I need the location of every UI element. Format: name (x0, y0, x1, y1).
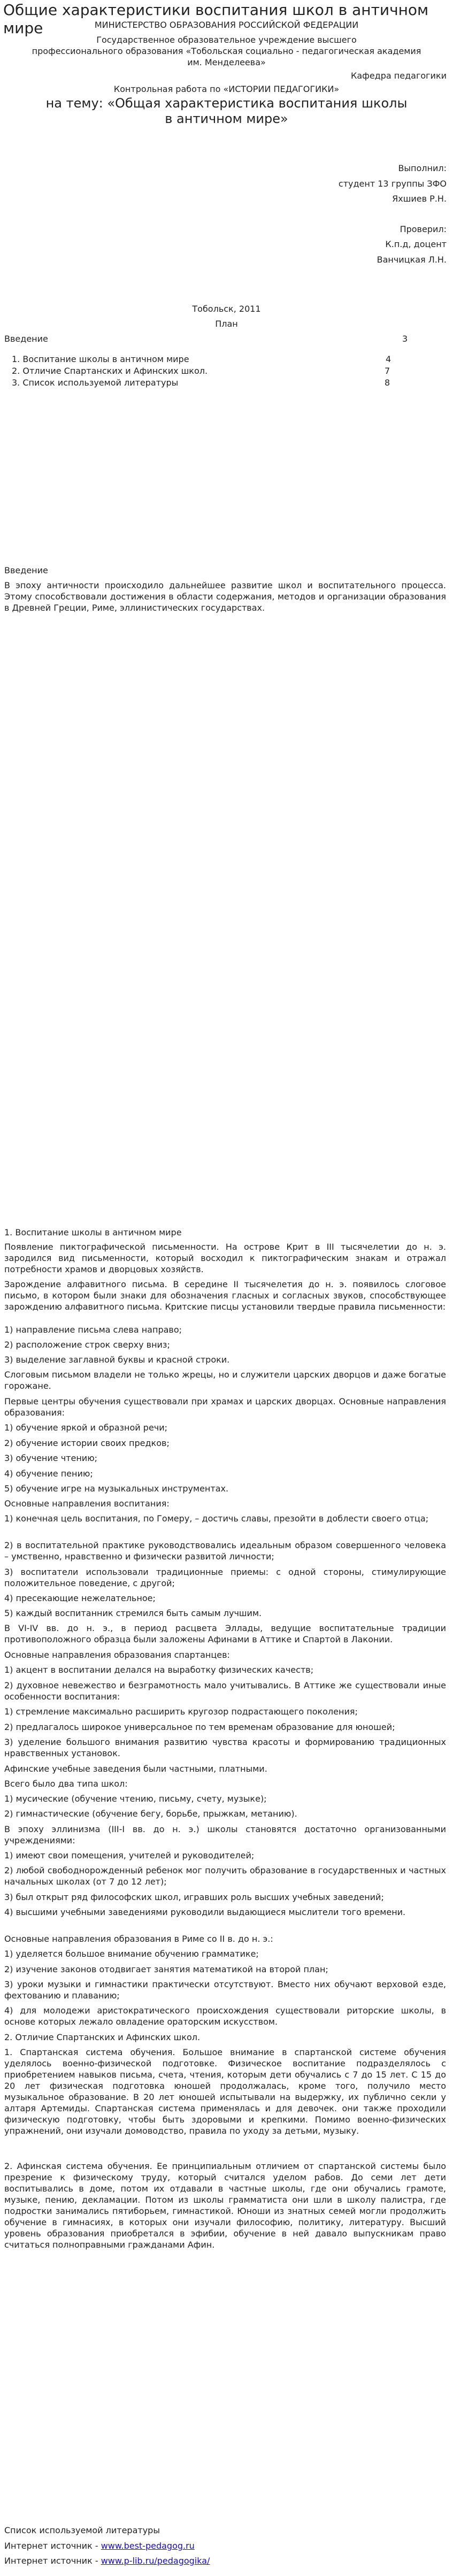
topic-line-2: в античном мире» (165, 111, 288, 126)
direction-2: 2) обучение истории своих предков; (4, 1438, 170, 1448)
hellenism-3: 3) был открыт ряд философских школ, игравших роль высших учебных заведений; (4, 1892, 384, 1902)
rule-2: 2) расположение строк сверху вниз; (4, 1340, 170, 1350)
direction-5: 5) обучение игре на музыкальных инструментах. (4, 1483, 229, 1494)
hellenism-1: 1) имеют свои помещения, учителей и руководителей; (4, 1850, 255, 1860)
checker-name: Ванчицкая Л.Н. (377, 255, 447, 265)
department-line: Кафедра педагогики (350, 71, 447, 81)
rome-1: 1) уделяется большое внимание обучению грамматике; (4, 1949, 259, 1959)
section2-p1: 1. Спартанская система обучения. Большое внимание в спартанской системе обучения уделялось военно-физической подготовке. Физическое воспитание подразделялось с приобретением навыков письма, счета, чтения, которым дети обучались с 7 до 15 лет. С 15 до 20 лет физическая подготовка юношей продолжалась, кроме того, получило место музыкальное образование. В 20 лет юношей испытывали на выдержку, их публично секли у алтаря Артемиды. Спартанская система применялась и для девочек. они также проходили физическую подготовку, чтобы быть здоровыми и крепкими. Помимо военно-физических упражнений, они изучали домоводство, правила по уходу за детьми, музыку. (4, 2047, 446, 2136)
section1-p3: Слоговым письмом владели не только жрецы, но и служители царских дворцов и даже богатые горожане. (4, 1370, 446, 1391)
hellenism-2: 2) любой свободнорожденный ребенок мог получить образование в государственных и частных начальных школах (от 7 до 12 лет); (4, 1865, 446, 1887)
section1-p10: В эпоху эллинизма (III-I вв. до н. э.) школы становятся достаточно организованными учреждениями: (4, 1824, 446, 1846)
literature-item-1-prefix: Интернет источник - (4, 2541, 101, 2551)
student-name: Яхшиев Р.Н. (392, 194, 447, 204)
sparta-1: 1) акцент в воспитании делался на выработку физических качеств; (4, 1665, 314, 1675)
intro-heading: Введение (4, 565, 48, 575)
section1-p8: Афинские учебные заведения были частными, платными. (4, 1764, 267, 1774)
literature-item-2-prefix: Интернет источник - (4, 2556, 101, 2566)
upbringing-2: 2) в воспитательной практике руководствовались идеальным образом совершенного человека – умственно, нравственно и физически развитой личности; (4, 1540, 446, 1562)
institution-line-1: Государственное образовательное учреждение высшего (96, 35, 357, 45)
section1-p6: В VI-IV вв. до н. э., в период расцвета Эллады, ведущие воспитательные традиции противоположного образца были заложены Афинами в Аттике и Спартой в Лаконии. (4, 1623, 446, 1644)
direction-4: 4) обучение пению; (4, 1468, 93, 1479)
rome-3: 3) уроки музыки и гимнастики практически отсутствуют. Вместо них обучают верховой езде, фехтованию и плаванию; (4, 1979, 446, 2001)
section2-p2: 2. Афинская система обучения. Ее принципиальным отличием от спартанской системы было презрение к физическому труду, который считался уделом рабов. До семи лет дети воспитывались в доме, потом их отдавали в частные школы, где они обучались грамоте, музыке, пению, декламации. Потом из школы грамматиста они шли в школу палистра, где подростки занимались пятиборьем, гимнастикой. Юноши из знатных семей могли продолжить обучение в гимнасиях, в которых они изучали философию, политику, литературу. Высший уровень образования приобретался в эфибии, обучение в ней давало выпускникам право считаться полноправными гражданами Афин. (4, 2161, 446, 2250)
section2-heading: 2. Отличие Спартанских и Афинских школ. (4, 2032, 201, 2042)
upbringing-3: 3) воспитатели использовали традиционные приемы: с одной стороны, стимулирующие положительное поведение, с другой; (4, 1567, 446, 1588)
student-group: студент 13 группы ЗФО (338, 179, 447, 189)
institution-line-2: профессионального образования «Тобольская социально - педагогическая академия (32, 46, 421, 56)
section1-p2: Зарождение алфавитного письма. В середине II тысячелетия до н. э. появилось слоговое письмо, в котором были знаки для обозначения гласных и согласных звуков, способствующее зарождению алфавитного письма. Критские писцы установили твердые правила письменности: (4, 1279, 446, 1312)
attica-1: 1) стремление максимально расширить кругозор подрастающего поколения; (4, 1706, 358, 1717)
school-type-1: 1) мусические (обучение чтению, письму, счету, музыке); (4, 1794, 267, 1804)
checked-label: Проверил: (400, 224, 447, 234)
toc-item-3-page: 8 (385, 378, 390, 388)
toc-item-3-text: 3. Список используемой литературы (12, 378, 179, 388)
page-title: Общие характеристики воспитания школ в античном мире (3, 1, 429, 37)
section1-p11: Основные направления образования в Риме со II в. до н. э.: (4, 1934, 273, 1944)
toc-intro-page: 3 (402, 334, 408, 344)
sparta-2: 2) духовное невежество и безграмотность мало учитывались. В Аттике же существовали иные особенности воспитания: (4, 1680, 446, 1702)
direction-1: 1) обучение яркой и образной речи; (4, 1422, 168, 1433)
section1-p1: Появление пиктографической письменности. На острове Крит в III тысячелетии до н. э. зародился вид письменности, который восходил к пиктографическим знакам и отражал потребности храмов и дворцовых хозяйств. (4, 1242, 446, 1274)
section1-p7: Основные направления образования спартанцев: (4, 1650, 230, 1660)
toc-item-1-page: 4 (386, 354, 391, 364)
upbringing-1: 1) конечная цель воспитания, по Гомеру, – достичь славы, презойти в доблести своего отца; (4, 1513, 429, 1524)
hellenism-4: 4) высшими учебными заведениями руководили выдающиеся мыслители того времени. (4, 1907, 406, 1917)
attica-3: 3) уделение большого внимания развитию чувства красоты и формированию традиционных нравственных установок. (4, 1737, 446, 1758)
rome-2: 2) изучение законов отодвигает занятия математикой на второй план; (4, 1964, 328, 1974)
section1-p9: Всего было два типа школ: (4, 1779, 128, 1789)
literature-link-1[interactable]: www.best-pedagog.ru (101, 2541, 195, 2551)
direction-3: 3) обучение чтению; (4, 1453, 98, 1463)
toc-intro-label: Введение (4, 334, 48, 344)
school-type-2: 2) гимнастические (обучение бегу, борьбе, прыжкам, метанию). (4, 1809, 297, 1819)
topic-line-1: на тему: «Общая характеристика воспитания школы (45, 96, 408, 111)
ministry-line: МИНИСТЕРСТВО ОБРАЗОВАНИЯ РОССИЙСКОЙ ФЕДЕРАЦИИ (94, 20, 359, 30)
section1-heading: 1. Воспитание школы в античном мире (4, 1227, 182, 1237)
institution-line-3: им. Менделеева» (187, 57, 266, 67)
performed-label: Выполнил: (398, 163, 447, 173)
rule-3: 3) выделение заглавной буквы и красной строки. (4, 1355, 230, 1365)
work-type-line: Контрольная работа по «ИСТОРИИ ПЕДАГОГИКИ» (113, 84, 340, 94)
toc-item-1-text: 1. Воспитание школы в античном мире (12, 354, 189, 364)
section1-p4: Первые центры обучения существовали при храмах и царских дворцах. Основные направления образования: (4, 1396, 446, 1418)
toc-item-2-text: 2. Отличие Спартанских и Афинских школ. (12, 366, 208, 376)
section1-p5: Основные направления воспитания: (4, 1498, 170, 1509)
rome-4: 4) для молодежи аристократического происхождения существовали риторские школы, в основе которых лежало овладение ораторским искусством. (4, 2005, 446, 2027)
attica-2: 2) предлагалось широкое универсальное по тем временам образование для юношей; (4, 1722, 395, 1732)
toc-item-2-page: 7 (385, 366, 390, 376)
upbringing-4: 4) пресекающие нежелательное; (4, 1593, 156, 1603)
literature-heading: Список используемой литературы (4, 2525, 160, 2535)
literature-link-2[interactable]: www.p-lib.ru/pedagogika/ (101, 2556, 210, 2566)
literature-item-1 (4, 2540, 195, 2551)
checker-degree: К.п.д, доцент (385, 239, 447, 249)
intro-text: В эпоху античности происходило дальнейшее развитие школ и воспитательного процесса. Этому способствовали достижения в области содержания, методов и организации образования в Древней Греции, Риме, эллинистических государствах. (4, 580, 446, 613)
city-year: Тобольск, 2011 (192, 304, 261, 314)
rule-1: 1) направление письма слева направо; (4, 1325, 182, 1335)
literature-item-2 (4, 2555, 210, 2566)
plan-heading: План (215, 319, 238, 329)
upbringing-5: 5) каждый воспитанник стремился быть самым лучшим. (4, 1608, 262, 1618)
